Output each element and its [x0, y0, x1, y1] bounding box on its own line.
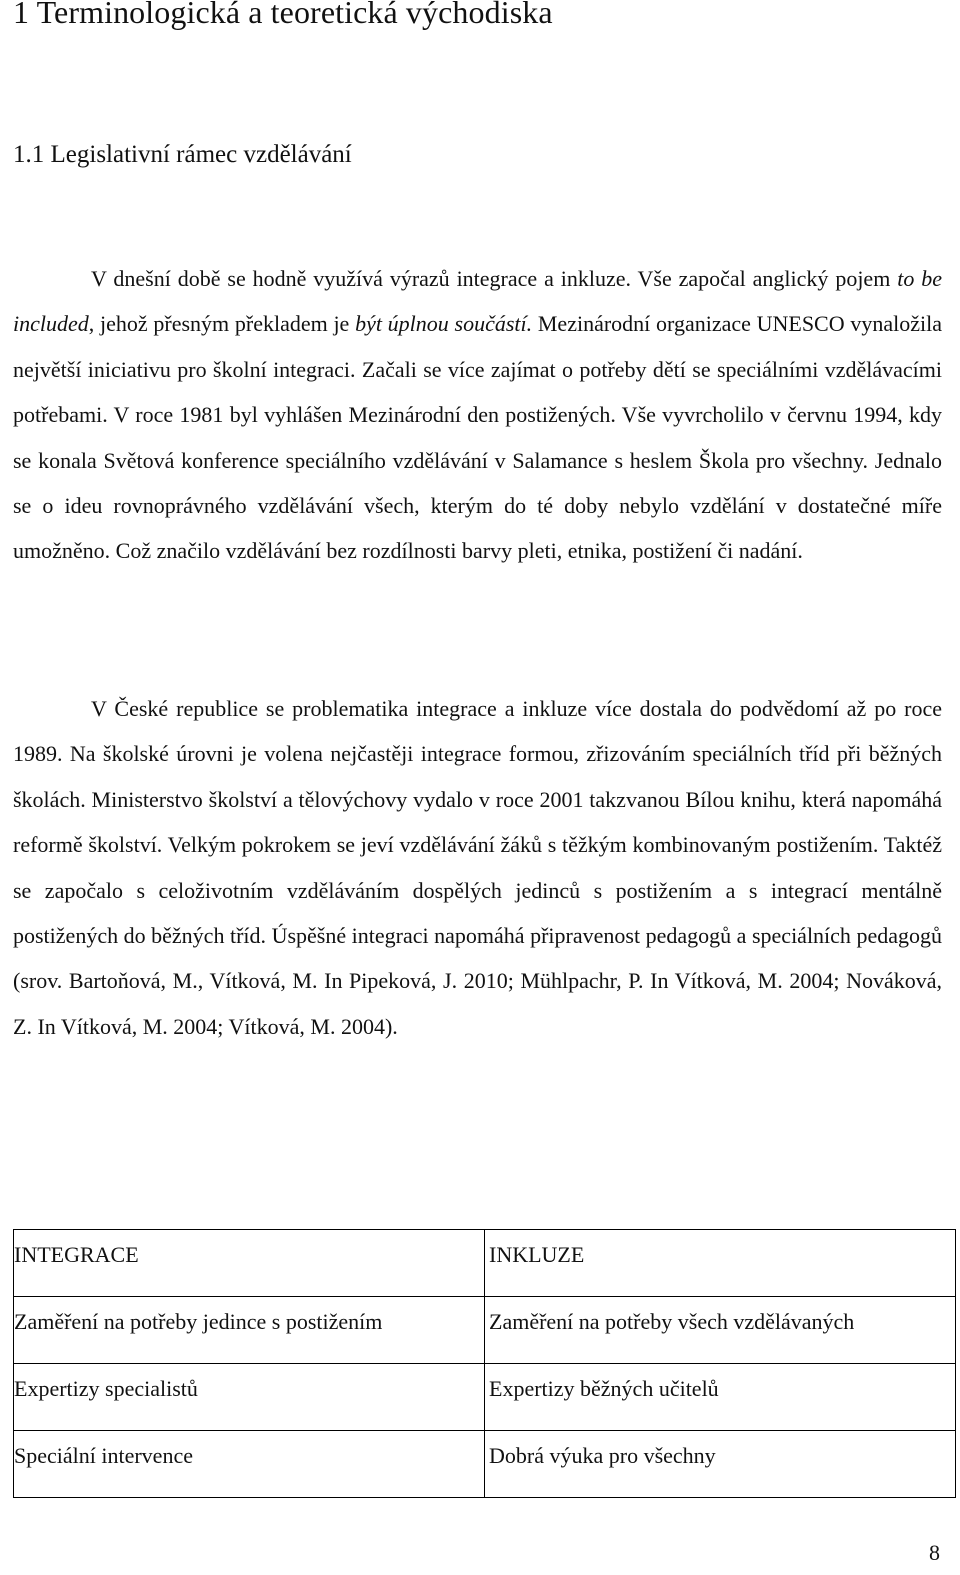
comparison-table [13, 1229, 956, 1498]
section-title: 1.1 Legislativní rámec vzdělávání [13, 141, 352, 168]
table-row [14, 1431, 956, 1498]
paragraph-1-text-a: V dnešní době se hodně využívá výrazů integrace a inkluze. Vše započal anglický pojem [91, 266, 898, 291]
table-header-cell [485, 1230, 956, 1297]
table-header-row [14, 1230, 956, 1297]
cell-text: Zaměření na potřeby všech vzdělávaných [489, 1309, 855, 1334]
paragraph-1-text-c: Mezinárodní organizace UNESCO vynaložila největší iniciativu pro školní integraci. Začali se více zajímat o potřeby dětí se speciálními vzdělávacími potřebami. V roce 1981 byl vyhlášen Mezinárodní den postižených. Vše vyvrcholilo v červnu 1994, kdy se konala Světová konference speciálního vzdělávání v Salamance s heslem Škola pro všechny. Jednalo se o ideu rovnoprávného vzdělávání všech, kterým do té doby nebylo vzdělání v dostatečné míře umožněno. Což značilo vzdělávání bez rozdílnosti barvy pleti, etnika, postižení či nadání. [13, 311, 942, 564]
cell-text: Expertizy běžných učitelů [489, 1376, 719, 1401]
table-header-cell [14, 1230, 485, 1297]
table-cell [485, 1364, 956, 1431]
chapter-title: 1 Terminologická a teoretická východiska [13, 0, 553, 30]
table-row [14, 1364, 956, 1431]
header-inkluze: INKLUZE [489, 1242, 585, 1267]
paragraph-2: V České republice se problematika integrace a inkluze více dostala do podvědomí až po roce 1989. Na školské úrovni je volena nejčastěji integrace formou, zřizováním speciálních tříd při běžných školách. Ministerstvo školství a tělovýchovy vydalo v roce 2001 takzvanou Bílou knihu, která napomáhá reformě školství. Velkým pokrokem se jeví vzdělávání žáků s těžkým kombinovaným postižením. Taktéž se započalo s celoživotním vzděláváním dospělých jedinců s postižením a s integrací mentálně postižených do běžných tříd. Úspěšné integraci napomáhá připravenost pedagogů a speciálních pedagogů (srov. Bartoňová, M., Vítková, M. In Pipeková, J. 2010; Mühlpachr, P. In Vítková, M. 2004; Nováková, Z. In Vítková, M. 2004; Vítková, M. 2004). [13, 696, 942, 1039]
cell-text: Dobrá výuka pro všechny [489, 1443, 716, 1468]
paragraph-1-italic-a: to be included [13, 266, 942, 337]
header-integrace: INTEGRACE [14, 1242, 139, 1267]
table-cell [14, 1297, 485, 1364]
table-cell [485, 1297, 956, 1364]
page-number: 8 [929, 1540, 940, 1565]
table-cell [14, 1364, 485, 1431]
cell-text: Expertizy specialistů [14, 1376, 198, 1401]
paragraph-1-text-b: , jehož přesným překladem je [88, 311, 356, 337]
table-row [14, 1297, 956, 1364]
paragraph-1 [13, 256, 942, 574]
table-cell [485, 1431, 956, 1498]
cell-text: Zaměření na potřeby jedince s postižením [14, 1309, 383, 1334]
paragraph-1-italic-b: být úplnou součástí. [355, 311, 533, 337]
cell-text: Speciální intervence [14, 1443, 193, 1468]
table-cell [14, 1431, 485, 1498]
